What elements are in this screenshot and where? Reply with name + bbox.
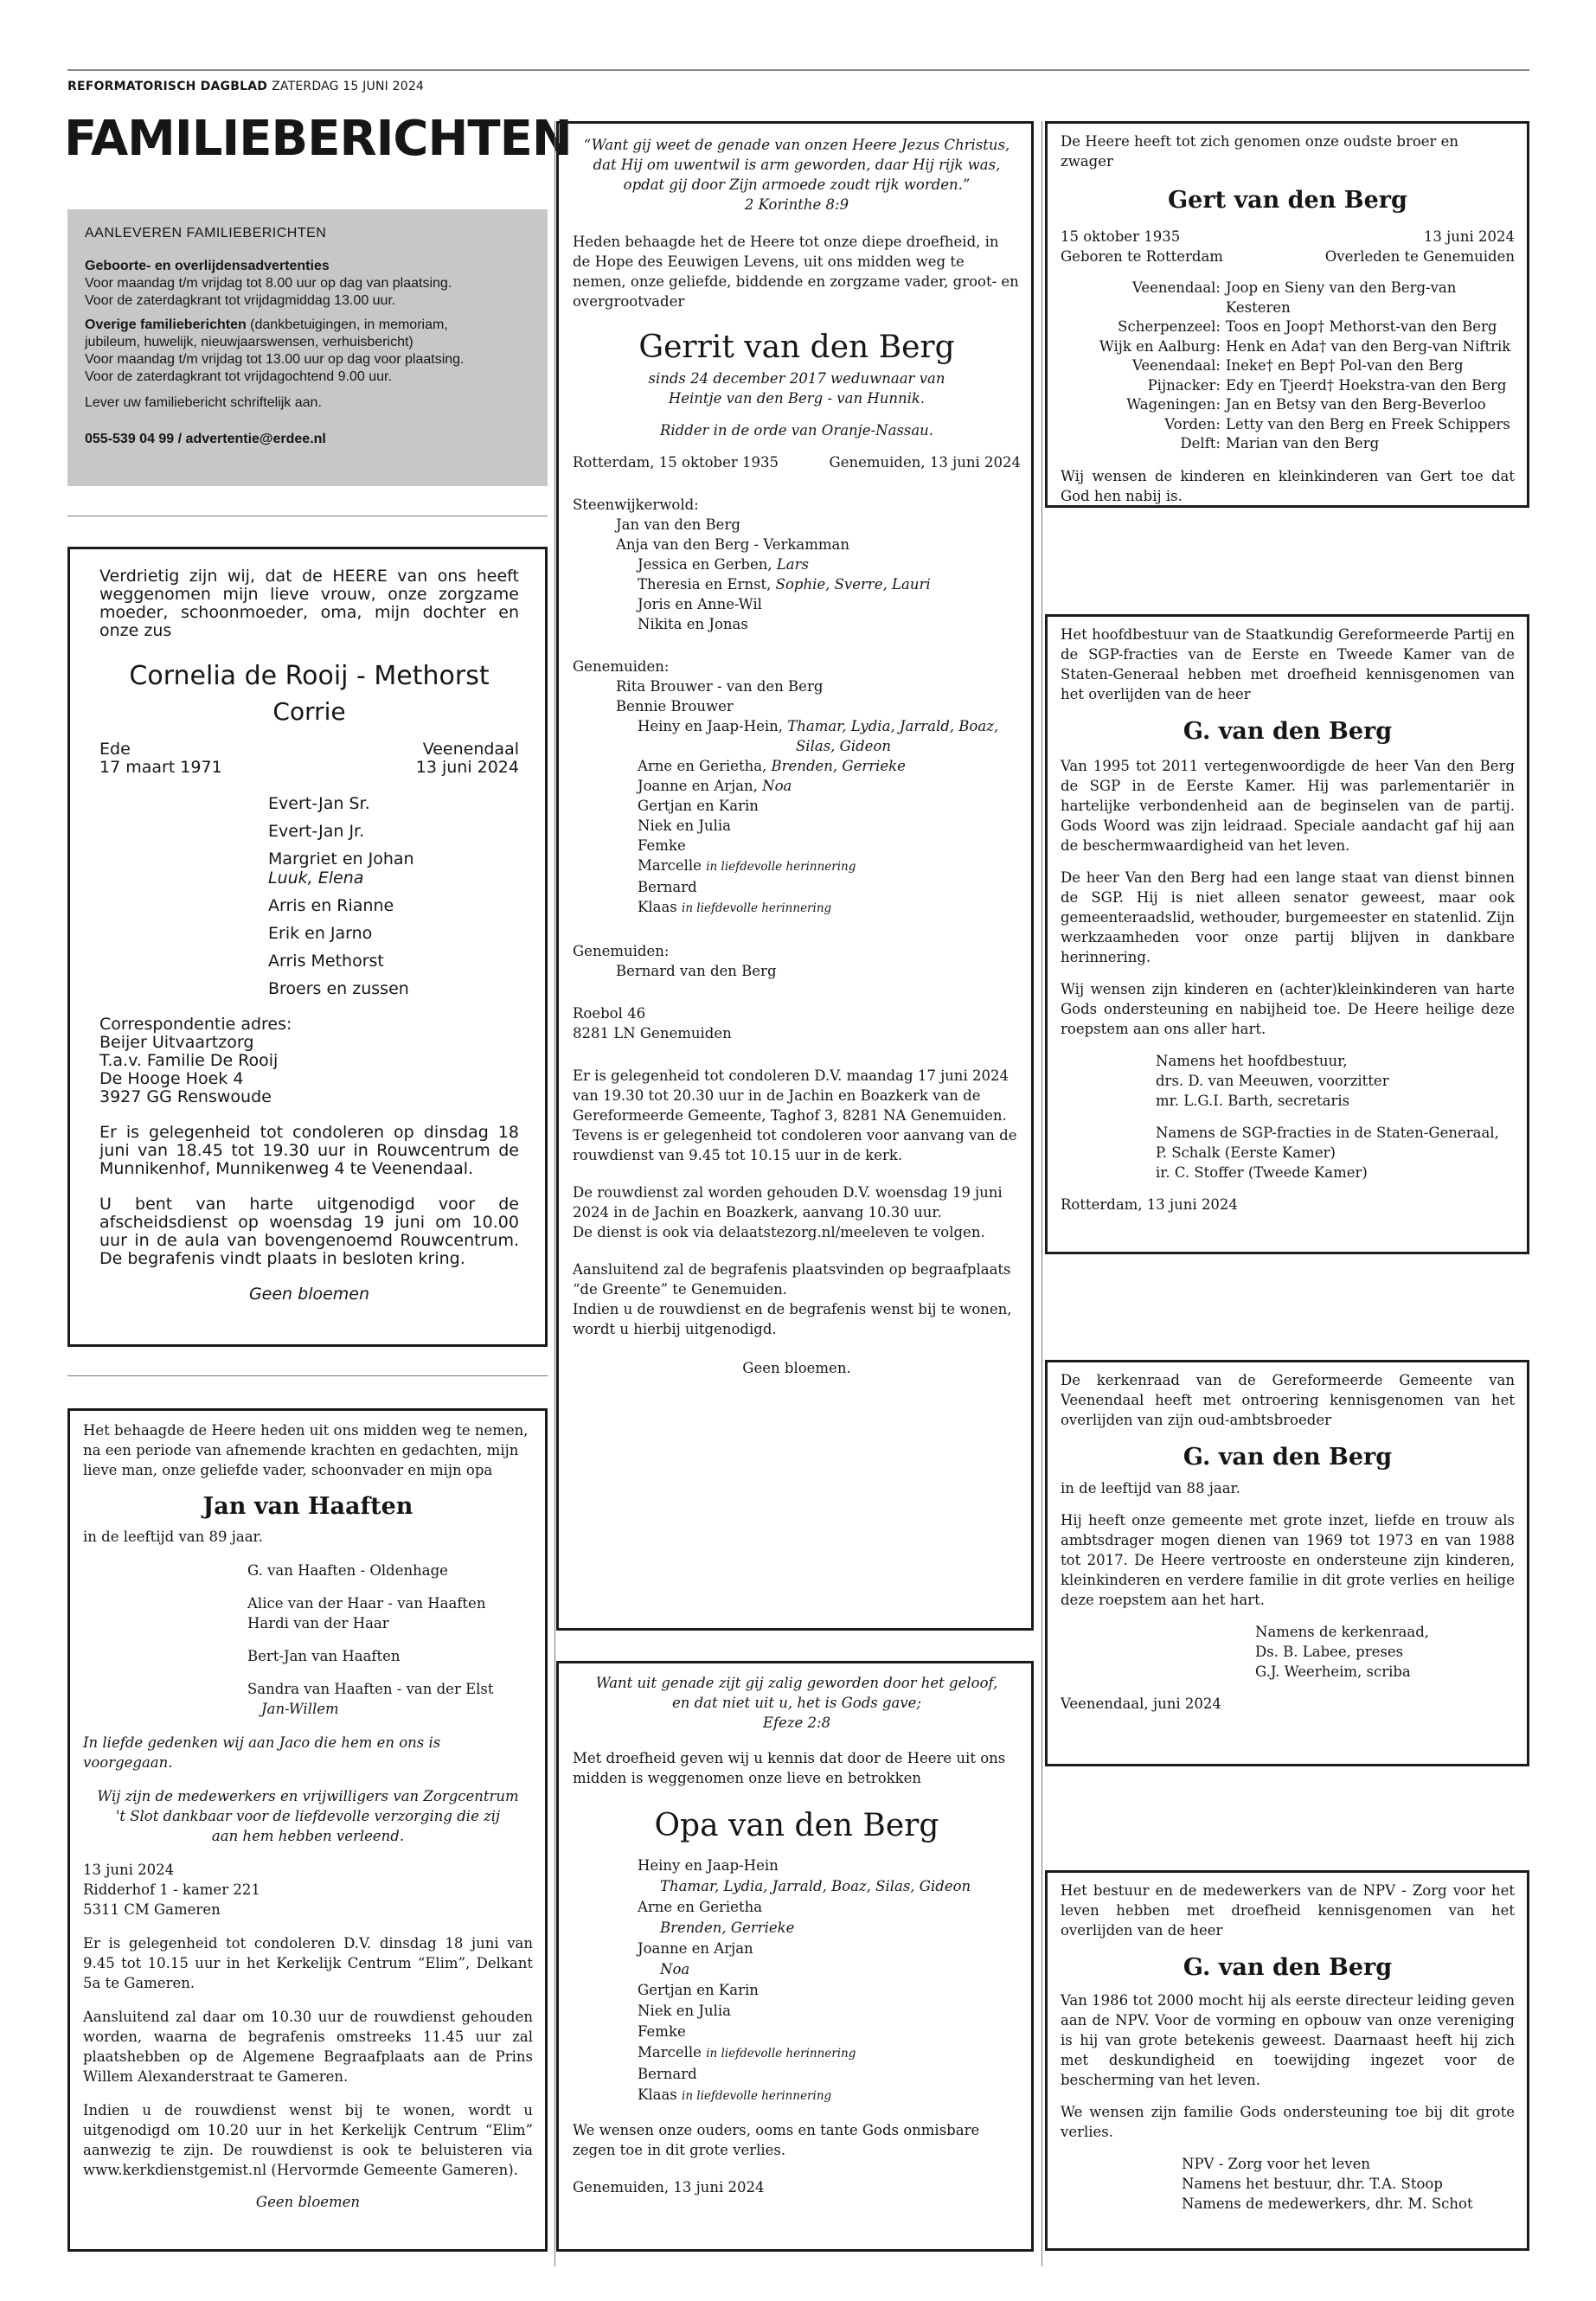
family-names: Marian van den Berg: [1226, 435, 1380, 452]
jan-age: in de leeftijd van 89 jaar.: [83, 1529, 263, 1545]
family-item: Sandra van Haaften - van der Elst: [247, 1681, 494, 1697]
family-item: Jessica en Gerben, Lars: [638, 556, 809, 573]
info-block-other: [85, 317, 530, 386]
family-item: Silas, Gideon: [796, 738, 891, 754]
info-contact: 055-539 04 99 / advertentie@erdee.nl: [85, 432, 326, 446]
sgp-paragraph: De heer Van den Berg had een lange staat van dienst binnen de SGP. Hij is niet alleen senator geweest, maar ook gemeenteraadslid, wethouder, burgemeester en statenlid. Zijn werkzaamheden voor onze partij blijven in dankbare herinnering.: [1061, 869, 1515, 965]
info-b1-head: Geboorte- en overlijdensadvertenties: [85, 259, 330, 273]
jan-date: 13 juni 2024: [83, 1862, 175, 1878]
signature-line: P. Schalk (Eerste Kamer): [1156, 1144, 1336, 1161]
opa-quote: en dat niet uit u, het is Gods gave;: [671, 1695, 922, 1711]
family-item: Jan van den Berg: [616, 516, 740, 533]
jan-listen: Indien u de rouwdienst wenst bij te wonen, wordt u uitgenodigd om 10.20 uur in het Kerkelijk Centrum “Elim” aanwezig te zijn. De rouwdienst is ook te beluisteren via www.kerkdienstgemist.nl (Hervormde Gemeente Gameren).: [83, 2102, 533, 2178]
npv-paragraph: Van 1986 tot 2000 mocht hij als eerste directeur leiding geven aan de NPV. Voor de vorming en opbouw van onze vereniging is hij van grote betekenis geweest. Daarnaast heeft hij zich met deskundigheid en toewijding ingezet voor de bescherming van het leven.: [1061, 1992, 1515, 2088]
jan-service: Aansluitend zal daar om 10.30 uur de rouwdienst gehouden worden, waarna de begrafenis omstreeks 11.45 uur zal plaatshebben op de Algemene Begraafplaats aan de Prins Willem Alexanderstraat te Gameren.: [83, 2009, 533, 2085]
jan-family: [83, 1561, 533, 1719]
family-item: Arne en Gerietha: [638, 1899, 763, 1915]
corrie-died-place: Veenendaal: [422, 740, 519, 759]
notice-kerkenraad-content: [1061, 1370, 1515, 1714]
npv-name: G. van den Berg: [1183, 1954, 1393, 1981]
gerrit-address: Roebol 46: [573, 1005, 646, 1022]
family-item: Brenden, Gerrieke: [660, 1920, 795, 1936]
gerrit-quote: opdat gij door Zijn armoede zoudt rijk worden.”: [623, 176, 971, 193]
family-item: Evert-Jan Jr.: [268, 822, 365, 841]
family-item: Evert-Jan Sr.: [268, 794, 370, 813]
opa-wish: We wensen onze ouders, ooms en tante Gods onmisbare zegen toe in dit grote verlies.: [573, 2122, 980, 2158]
family-item: Nikita en Jonas: [638, 616, 748, 632]
family-place: Vorden:: [1164, 415, 1221, 433]
sgp-paragraph: Wij wensen zijn kinderen en (achter)kleinkinderen van harte Gods ondersteuning en nabijheid toe. De Heere heilige deze roepstem aan ons aller hart.: [1061, 981, 1515, 1037]
signature-line: Namens het hoofdbestuur,: [1156, 1053, 1348, 1069]
family-item: Thamar, Lydia, Jarrald, Boaz, Silas, Gideon: [660, 1878, 971, 1894]
family-item: Arris en Rianne: [268, 896, 394, 915]
opa-intro: Met droefheid geven wij u kennis dat door de Heere uit ons midden is weggenomen onze lieve en betrokken: [573, 1750, 1006, 1786]
family-place: Veenendaal:: [1131, 279, 1221, 296]
jan-thanks: Wij zijn de medewerkers en vrijwilligers van Zorgcentrum: [97, 1788, 519, 1804]
gerrit-condole: Er is gelegenheid tot condoleren D.V. maandag 17 juni 2024 van 19.30 tot 20.30 uur in de Jachin en Boazkerk van de Gereformeerde Gemeente, Taghof 3, 8281 NA Genemuiden. Tevens is er gelegenheid tot condoleren voor aanvang van de rouwdienst van 9.45 tot 10.15 uur in de kerk.: [573, 1067, 1017, 1163]
family-item: Arris Methorst: [268, 952, 384, 971]
gerrit-service: De dienst is ook via delaatstezorg.nl/meeleven te volgen.: [573, 1224, 985, 1240]
family-names: Joop en Sieny van den Berg-van Kesteren: [1226, 279, 1457, 316]
gerrit-name: Gerrit van den Berg: [638, 330, 955, 365]
family-item: Femke: [638, 2023, 686, 2040]
opa-place: Genemuiden, 13 juni 2024: [573, 2179, 765, 2195]
info-title: AANLEVEREN FAMILIEBERICHTEN: [85, 226, 327, 240]
gerrit-flowers: Geen bloemen.: [742, 1360, 851, 1376]
signature-line: Ds. B. Labee, preses: [1255, 1644, 1404, 1660]
kerk-signature: [1061, 1622, 1515, 1682]
notice-gert-content: [1061, 131, 1515, 506]
family-item: Klaas in liefdevolle herinnering: [638, 2086, 832, 2103]
info-b2-line0: jubileum, huwelijk, nieuwjaarswensen, verhuisbericht): [85, 335, 413, 349]
opa-family: [573, 1856, 1021, 2106]
info-b1-line1: Voor maandag t/m vrijdag tot 8.00 uur op dag van plaatsing.: [85, 276, 452, 291]
signature-line: Namens de SGP-fracties in de Staten-Generaal,: [1156, 1125, 1499, 1141]
info-block-births: [85, 258, 530, 310]
corrie-name: Cornelia de Rooij - Methorst: [129, 661, 490, 691]
info-b1-line2: Voor de zaterdagkrant tot vrijdagmiddag 13.00 uur.: [85, 293, 396, 308]
info-b2-line2: Voor de zaterdagkrant tot vrijdagochtend 9.00 uur.: [85, 369, 392, 384]
sgp-place: Rotterdam, 13 juni 2024: [1061, 1196, 1238, 1213]
notice-gerrit-content: [573, 135, 1021, 1378]
opa-quote: Want uit genade zijt gij zalig geworden door het geloof,: [595, 1675, 998, 1691]
jan-name: Jan van Haaften: [202, 1493, 413, 1520]
corrie-service: U bent van harte uitgenodigd voor de afscheidsdienst op woensdag 19 juni om 10.00 uur in de aula van bovengenoemd Rouwcentrum. De begrafenis vindt plaats in besloten kring.: [99, 1195, 519, 1268]
family-item: Klaas in liefdevolle herinnering: [638, 899, 832, 915]
corrie-corr-line: T.a.v. Familie De Rooij: [99, 1051, 279, 1070]
signature-line: Namens het bestuur, dhr. T.A. Stoop: [1182, 2176, 1443, 2192]
corrie-died-date: 13 juni 2024: [415, 758, 519, 777]
corrie-family: [99, 794, 519, 998]
family-item: Joanne en Arjan: [638, 1940, 753, 1957]
gert-born-place: Geboren te Rotterdam: [1061, 248, 1223, 265]
info-b2-line1: Voor maandag t/m vrijdag tot 13.00 uur op dag voor plaatsing.: [85, 352, 465, 367]
corrie-corr-head: Correspondentie adres:: [99, 1015, 292, 1034]
jan-thanks: 't Slot dankbaar voor de liefdevolle verzorging die zij: [115, 1808, 501, 1824]
sgp-signature: [1061, 1051, 1515, 1183]
notice-opa-content: [573, 1673, 1021, 2197]
notice-sgp-content: [1061, 625, 1515, 1215]
header-date: ZATERDAG 15 JUNI 2024: [272, 80, 425, 93]
jan-condole: Er is gelegenheid tot condoleren D.V. dinsdag 18 juni van 9.45 tot 10.15 uur in het Kerkelijk Centrum “Elim”, Delkant 5a te Gameren.: [83, 1935, 533, 1991]
sgp-name: G. van den Berg: [1183, 718, 1393, 745]
opa-quote-ref: Efeze 2:8: [762, 1715, 831, 1731]
family-item: Niek en Julia: [638, 817, 731, 834]
gerrit-service: De rouwdienst zal worden gehouden D.V. woensdag 19 juni 2024 in de Jachin en Boazkerk, aanvang 10.30 uur.: [573, 1184, 1003, 1221]
family-item: Heiny en Jaap-Hein, Thamar, Lydia, Jarrald, Boaz,: [638, 718, 999, 734]
corrie-corr-line: De Hooge Hoek 4: [99, 1069, 244, 1088]
family-item: Theresia en Ernst, Sophie, Sverre, Lauri: [638, 576, 931, 593]
gerrit-group-head: Steenwijkerwold:: [573, 497, 699, 513]
family-item: Broers en zussen: [268, 979, 409, 998]
kerk-intro: De kerkenraad van de Gereformeerde Gemeente van Veenendaal heeft met ontroering kennisgenomen van het overlijden van zijn oud-ambtsbroeder: [1061, 1372, 1515, 1428]
signature-line: drs. D. van Meeuwen, voorzitter: [1156, 1073, 1389, 1089]
kerk-name: G. van den Berg: [1183, 1444, 1393, 1471]
family-item: Bernard: [638, 879, 697, 895]
corrie-condole: Er is gelegenheid tot condoleren op dinsdag 18 juni van 18.45 tot 19.30 uur in Rouwcentrum de Munnikenhof, Munnikenweg 4 te Veenendaal.: [99, 1123, 519, 1178]
jan-intro: Het behaagde de Heere heden uit ons midden weg te nemen, na een periode van afnemende krachten en gedachten, mijn lieve man, onze geliefde vader, schoonvader en mijn opa: [83, 1422, 529, 1478]
sgp-intro: Het hoofdbestuur van de Staatkundig Gereformeerde Partij en de SGP-fracties van de Eerste en Tweede Kamer van de Staten-Generaal hebben met droefheid kennisgenomen van het overlijden van de heer: [1061, 626, 1515, 702]
signature-line: Namens de medewerkers, dhr. M. Schot: [1182, 2195, 1473, 2212]
jan-address: Ridderhof 1 - kamer 221: [83, 1881, 260, 1898]
signature-line: ir. C. Stoffer (Tweede Kamer): [1156, 1164, 1368, 1181]
corrie-born-place: Ede: [99, 740, 131, 759]
family-item: Marcelle in liefdevolle herinnering: [638, 857, 856, 874]
gert-name: Gert van den Berg: [1168, 187, 1407, 214]
family-item: Joris en Anne-Wil: [638, 596, 762, 612]
section-title: FAMILIEBERICHTEN: [64, 111, 572, 167]
gerrit-intro: Heden behaagde het de Heere tot onze diepe droefheid, in de Hope des Eeuwigen Levens, uit ons midden weg te nemen, onze geliefde, biddende en zorgzame vader, groot- en overgrootvader: [573, 234, 1019, 310]
gerrit-dates: [573, 452, 1021, 472]
notice-cornelia-content: [99, 567, 519, 1304]
family-item: Luuk, Elena: [268, 868, 364, 888]
npv-signature: [1061, 2154, 1515, 2214]
gerrit-born: Rotterdam, 15 oktober 1935: [573, 454, 779, 471]
family-place: Pijnacker:: [1147, 376, 1221, 394]
family-item: Bennie Brouwer: [616, 698, 734, 715]
family-item: Jan-Willem: [261, 1701, 339, 1717]
family-names: Henk en Ada† van den Berg-van Niftrik: [1226, 337, 1511, 355]
family-item: Marcelle in liefdevolle herinnering: [638, 2044, 856, 2061]
notice-npv-content: [1061, 1881, 1515, 2214]
gert-died-date: 13 juni 2024: [1423, 228, 1515, 245]
gerrit-sub: Heintje van den Berg - van Hunnik.: [668, 390, 926, 407]
corrie-corr-line: 3927 GG Renswoude: [99, 1087, 272, 1106]
family-place: Wijk en Aalburg:: [1099, 337, 1221, 355]
gert-born-date: 15 oktober 1935: [1061, 228, 1181, 245]
corrie-flowers: Geen bloemen: [248, 1285, 370, 1304]
corrie-nick: Corrie: [272, 697, 346, 726]
family-names: Toos en Joop† Methorst-van den Berg: [1226, 318, 1497, 335]
sgp-paragraph: Van 1995 tot 2011 vertegenwoordigde de heer Van den Berg de SGP in de Eerste Kamer. Hij was parlementariër in hartelijke verbondenheid aan de beginselen van de partij. Gods Woord was zijn leidraad. Speciale aandacht gaf hij aan de beschermwaardigheid van het leven.: [1061, 758, 1515, 854]
gerrit-sub: Ridder in de orde van Oranje-Nassau.: [659, 422, 934, 439]
jan-flowers: Geen bloemen: [255, 2194, 361, 2210]
gerrit-died: Genemuiden, 13 juni 2024: [829, 454, 1021, 471]
notice-jan-content: [83, 1420, 533, 2212]
family-item: Gertjan en Karin: [638, 1982, 759, 1998]
gerrit-group-head: Genemuiden:: [573, 658, 670, 675]
family-place: Scherpenzeel:: [1118, 318, 1221, 335]
gert-died-place: Overleden te Genemuiden: [1324, 248, 1515, 265]
gerrit-quote: dat Hij om uwentwil is arm geworden, daar Hij rijk was,: [593, 157, 1001, 173]
gerrit-address: 8281 LN Genemuiden: [573, 1025, 732, 1042]
signature-line: G.J. Weerheim, scriba: [1255, 1663, 1411, 1680]
corrie-born-date: 17 maart 1971: [99, 758, 222, 777]
opa-name: Opa van den Berg: [654, 1808, 939, 1843]
paper-name: REFORMATORISCH DAGBLAD: [67, 80, 268, 93]
family-item: Femke: [638, 837, 686, 854]
family-item: Joanne en Arjan, Noa: [638, 778, 792, 794]
submission-info-box: [67, 209, 548, 486]
gert-wish: Wij wensen de kinderen en kleinkinderen van Gert toe dat God hen nabij is.: [1061, 467, 1515, 504]
family-item: Hardi van der Haar: [247, 1615, 389, 1631]
gerrit-burial: Aansluitend zal de begrafenis plaatsvinden op begraafplaats “de Greente” te Genemuiden.: [573, 1261, 1011, 1298]
signature-line: mr. L.G.I. Barth, secretaris: [1156, 1093, 1350, 1109]
header-rule: [67, 69, 1529, 71]
family-item: Noa: [660, 1961, 690, 1977]
jan-thanks: aan hem hebben verleend.: [211, 1828, 405, 1844]
family-item: Alice van der Haar - van Haaften: [247, 1595, 486, 1612]
family-item: Niek en Julia: [638, 2003, 731, 2019]
family-item: Margriet en Johan: [268, 849, 414, 868]
family-item: Rita Brouwer - van den Berg: [616, 678, 824, 695]
family-item: Heiny en Jaap-Hein: [638, 1857, 779, 1874]
npv-intro: Het bestuur en de medewerkers van de NPV - Zorg voor het leven hebben met droefheid kennisgenomen van het overlijden van de heer: [1061, 1882, 1515, 1939]
signature-line: NPV - Zorg voor het leven: [1182, 2156, 1370, 2172]
corrie-intro: Verdrietig zijn wij, dat de HEERE van ons heeft weggenomen mijn lieve vrouw, onze zorgzame moeder, schoonmoeder, oma, mijn dochter en onze zus: [99, 567, 519, 640]
gert-dates: [1061, 227, 1515, 266]
divider: [67, 1375, 548, 1376]
family-item: Gertjan en Karin: [638, 798, 759, 814]
info-written: Lever uw familiebericht schriftelijk aan.: [85, 395, 322, 410]
gerrit-burial: Indien u de rouwdienst en de begrafenis wenst bij te wonen, wordt u hierbij uitgenodigd.: [573, 1301, 1012, 1337]
jan-address: 5311 CM Gameren: [83, 1901, 221, 1918]
gert-intro: De Heere heeft tot zich genomen onze oudste broer en zwager: [1061, 133, 1459, 170]
family-item: Arne en Gerietha, Brenden, Gerrieke: [638, 758, 906, 774]
gerrit-group-head: Genemuiden:: [573, 943, 670, 959]
info-b2-head: Overige familieberichten: [85, 317, 247, 332]
corrie-corr-line: Beijer Uitvaartzorg: [99, 1033, 254, 1052]
kerk-paragraph: Hij heeft onze gemeente met grote inzet, liefde en trouw als ambtsdrager mogen dienen van 1969 tot 1973 en van 1988 tot 2017. De Heere vertrooste en ondersteune zijn kinderen, kleinkinderen en verdere familie in dit grote verlies en heilige deze roepstem aan het hart.: [1061, 1512, 1515, 1608]
gerrit-sub: sinds 24 december 2017 weduwnaar van: [648, 370, 945, 387]
family-item: Anja van den Berg - Verkamman: [616, 536, 850, 553]
family-names: Letty van den Berg en Freek Schippers: [1226, 415, 1510, 433]
family-place: Delft:: [1180, 435, 1221, 452]
kerk-age: in de leeftijd van 88 jaar.: [1061, 1480, 1240, 1497]
column-divider: [554, 121, 555, 2266]
family-item: Erik en Jarno: [268, 924, 373, 943]
gerrit-quote: “Want gij weet de genade van onzen Heere Jezus Christus,: [583, 137, 1010, 153]
corrie-dates: [99, 740, 519, 777]
signature-line: Namens de kerkenraad,: [1255, 1624, 1430, 1640]
kerk-place: Veenendaal, juni 2024: [1061, 1695, 1221, 1712]
family-names: Ineke† en Bep† Pol-van den Berg: [1226, 357, 1464, 374]
npv-paragraph: We wensen zijn familie Gods ondersteuning toe bij dit grote verlies.: [1061, 2104, 1515, 2140]
family-names: Edy en Tjeerd† Hoekstra-van den Berg: [1226, 376, 1507, 394]
family-place: Wageningen:: [1126, 396, 1221, 413]
family-names: Jan en Betsy van den Berg-Beverloo: [1226, 396, 1486, 413]
jan-memory: In liefde gedenken wij aan Jaco die hem en ons is voorgegaan.: [83, 1734, 441, 1771]
family-item: Bert-Jan van Haaften: [247, 1648, 401, 1664]
family-item: G. van Haaften - Oldenhage: [247, 1562, 448, 1579]
family-place: Veenendaal:: [1131, 357, 1221, 374]
gerrit-quote-ref: 2 Korinthe 8:9: [744, 196, 849, 213]
page-header: [67, 80, 424, 93]
family-item: Bernard: [638, 2066, 697, 2082]
family-item: Bernard van den Berg: [616, 963, 777, 979]
gert-family: [1061, 279, 1515, 454]
info-b2-head-rest: (dankbetuigingen, in memoriam,: [246, 317, 448, 332]
